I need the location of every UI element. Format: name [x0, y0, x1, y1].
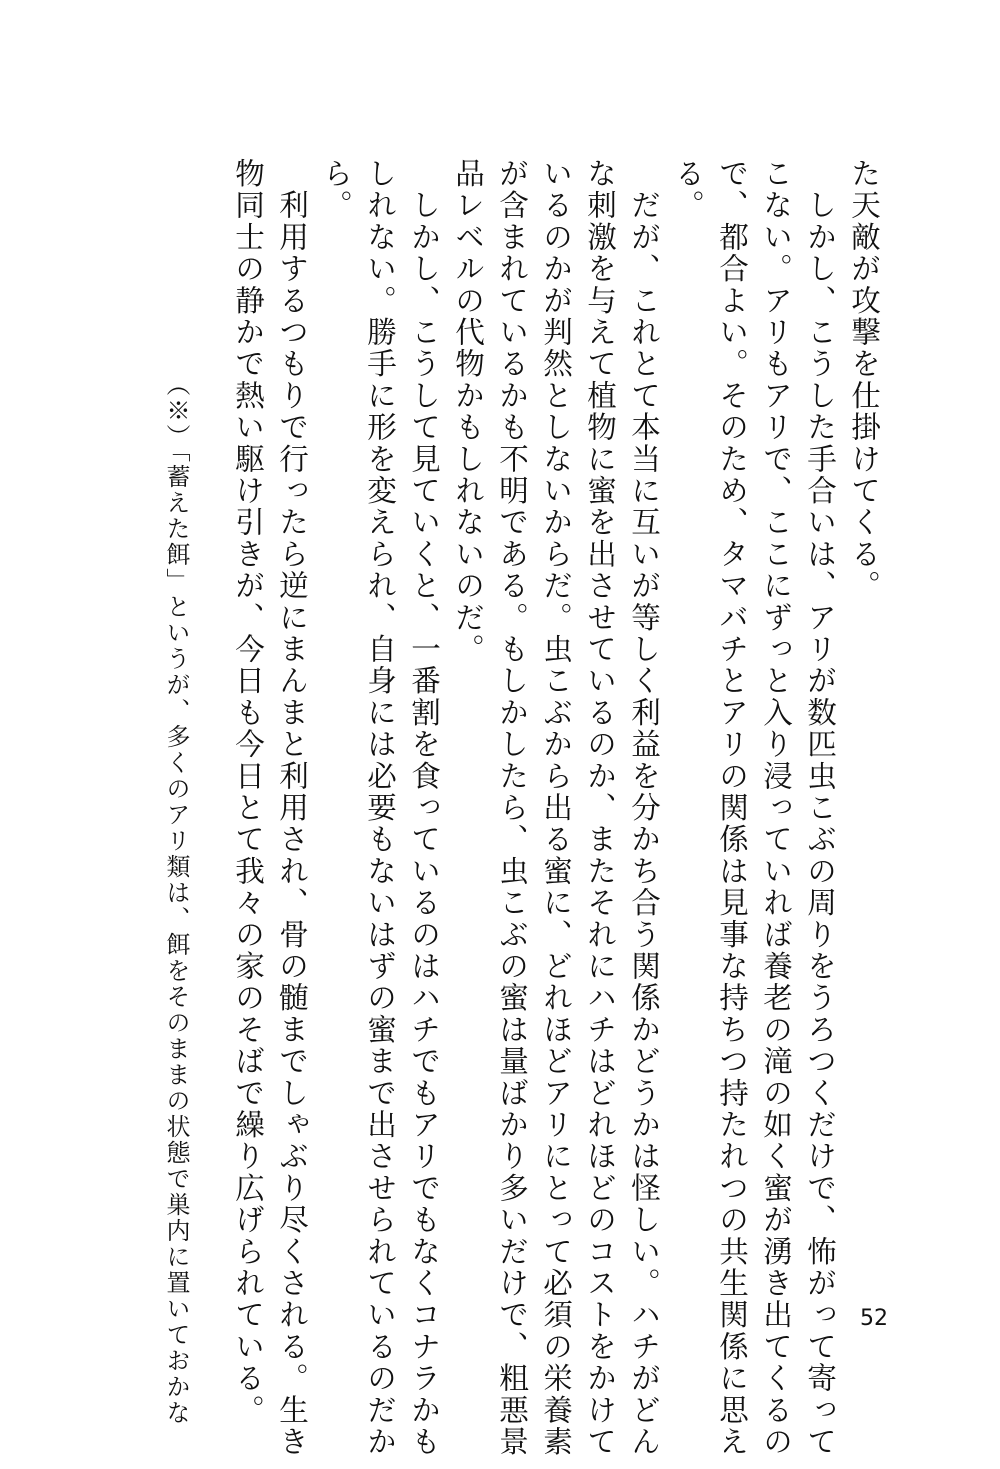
- text-column-11: しかし、こうして見ていくと、一番割を食っているのはハチでもアリでもなくコナラかも: [407, 158, 441, 1458]
- text-column-8: いるのかが判然としないからだ。虫こぶから出る蜜に、どれほどアリにとって必須の栄養素: [539, 158, 573, 1458]
- page-number: 52: [860, 1306, 888, 1331]
- text-column-14: 利用するつもりで行ったら逆にまんまと利用され、骨の髄までしゃぶり尽くされる。生き: [275, 158, 309, 1458]
- text-column-5: る。: [671, 158, 705, 222]
- text-column-2: しかし、こうした手合いは、アリが数匹虫こぶの周りをうろつくだけで、怖がって寄って: [803, 158, 837, 1458]
- text-column-3: こない。アリもアリで、ここにずっと入り浸っていれば養老の滝の如く蜜が湧き出てくるの: [759, 158, 793, 1458]
- text-column-10: 品レベルの代物かもしれないのだ。: [451, 158, 485, 666]
- text-column-12: しれない。勝手に形を変えられ、自身には必要もないはずの蜜まで出させられているのだか: [363, 158, 397, 1458]
- text-column-7: な刺激を与えて植物に蜜を出させているのか、またそれにハチはどれほどのコストをかけて: [583, 158, 617, 1458]
- text-column-4: で、都合よい。そのため、タマバチとアリの関係は見事な持ちつ持たれつの共生関係に思え: [715, 158, 749, 1458]
- text-column-9: が含まれているかも不明である。もしかしたら、虫こぶの蜜は量ばかり多いだけで、粗悪景: [495, 158, 529, 1458]
- text-column-6: だが、これとて本当に互いが等しく利益を分かち合う関係かどうかは怪しい。ハチがどん: [627, 158, 661, 1458]
- text-column-1: た天敵が攻撃を仕掛けてくる。: [847, 158, 881, 602]
- text-column-13: ら。: [319, 158, 353, 222]
- text-column-15: 物同士の静かで熱い駆け引きが、今日も今日とて我々の家のそばで繰り広げられている。: [231, 158, 265, 1426]
- footnote: （※）「蓄えた餌」というが、多くのアリ類は、餌をそのままの状態で巣内に置いておかな: [162, 372, 190, 1426]
